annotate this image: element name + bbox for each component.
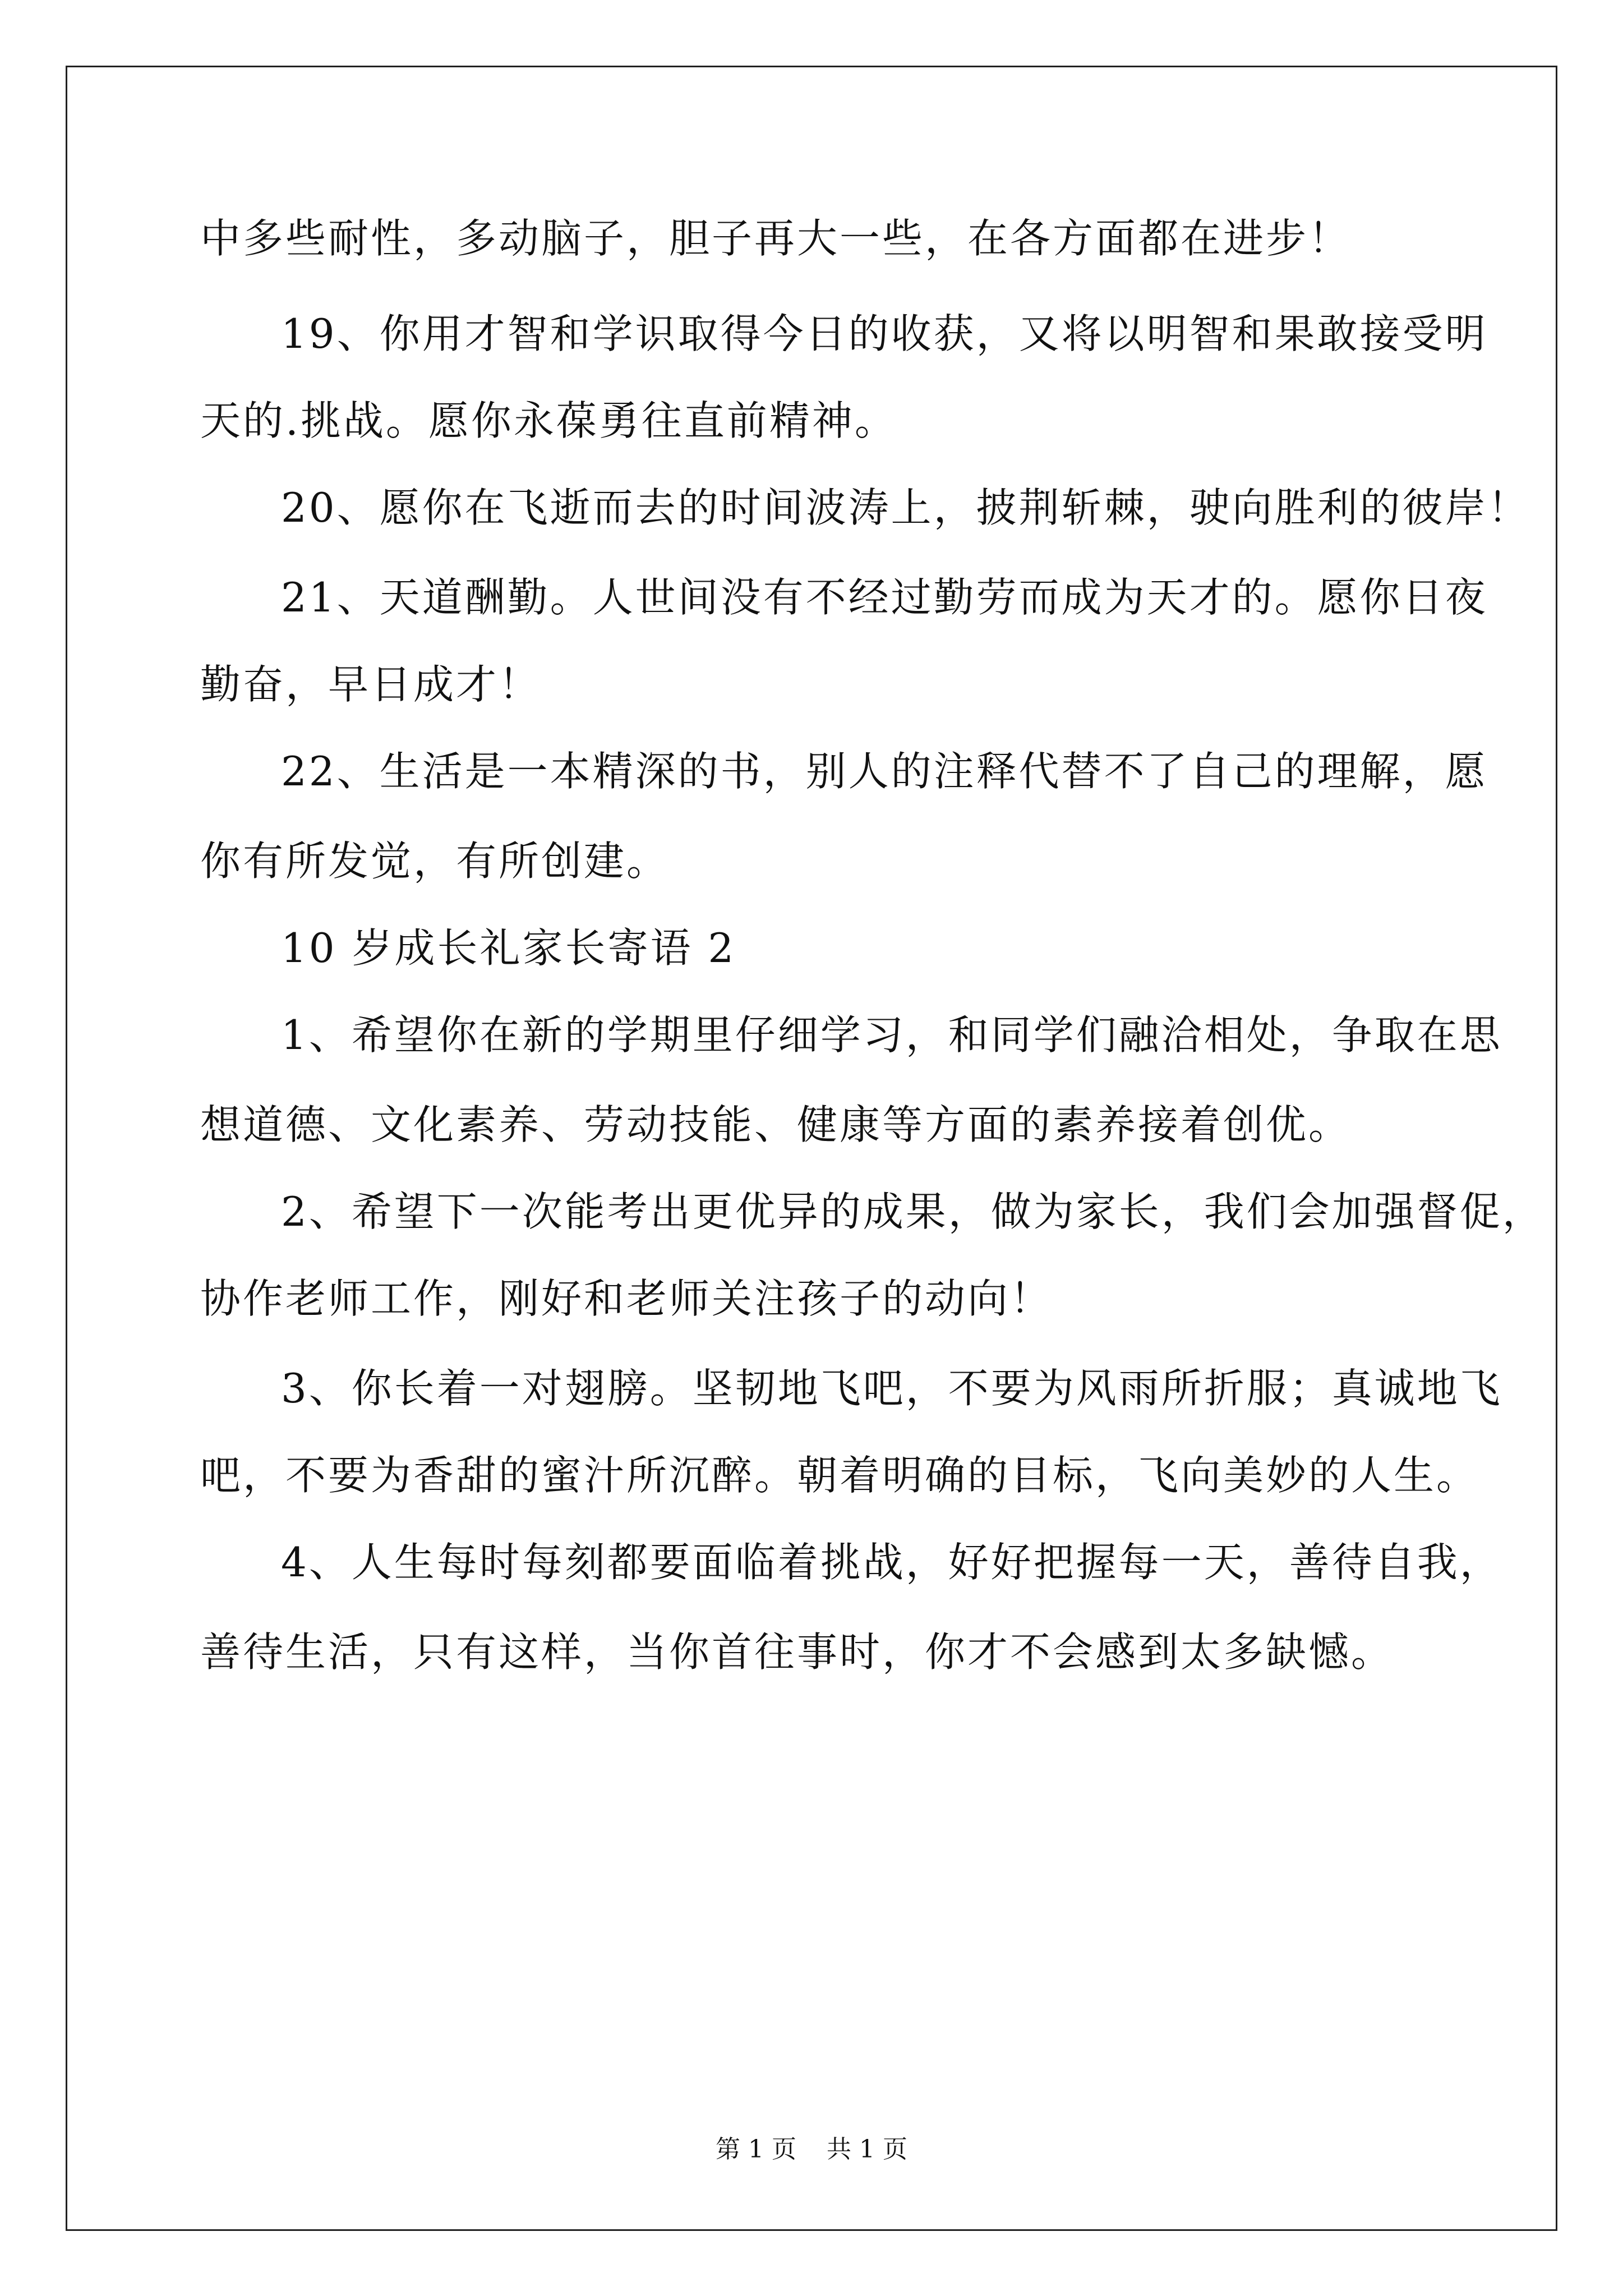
text-line: 22、生活是一本精深的书，别人的注释代替不了自己的理解，愿 [281, 748, 1488, 795]
text-line: 吧，不要为香甜的蜜汁所沉醉。朝着明确的目标，飞向美妙的人生。 [200, 1452, 1479, 1499]
text-line: 3、你长着一对翅膀。坚韧地飞吧，不要为风雨所折服；真诚地飞 [281, 1365, 1502, 1412]
text-line: 你有所发觉，有所创建。 [200, 838, 670, 885]
section-heading: 10 岁成长礼家长寄语 2 [281, 924, 736, 972]
text-line: 勤奋，早日成才！ [200, 661, 542, 708]
page-number: 第 1 页 [716, 2135, 796, 2164]
page-total: 共 1 页 [827, 2135, 907, 2164]
text-line: 19、你用才智和学识取得今日的收获，又将以明智和果敢接受明 [281, 310, 1488, 357]
text-line: 中多些耐性，多动脑子，胆子再大一些，在各方面都在进步！ [200, 215, 1352, 262]
text-line: 协作老师工作，刚好和老师关注孩子的动向！ [200, 1275, 1053, 1322]
text-line: 1、希望你在新的学期里仔细学习，和同学们融洽相处，争取在思 [281, 1011, 1502, 1059]
text-line: 想道德、文化素养、劳动技能、健康等方面的素养接着创优。 [200, 1101, 1352, 1148]
page-footer [0, 2134, 1623, 2165]
text-line: 4、人生每时每刻都要面临着挑战，好好把握每一天，善待自我， [281, 1539, 1502, 1586]
text-line: 21、天道酬勤。人世间没有不经过勤劳而成为天才的。愿你日夜 [281, 574, 1488, 621]
text-line: 善待生活，只有这样，当你首往事时，你才不会感到太多缺憾。 [200, 1628, 1394, 1676]
text-line: 2、希望下一次能考出更优异的成果，做为家长，我们会加强督促， [281, 1188, 1545, 1235]
text-line: 天的.挑战。愿你永葆勇往直前精神。 [200, 397, 897, 444]
text-line: 20、愿你在飞逝而去的时间波涛上，披荆斩棘，驶向胜利的彼岸！ [281, 484, 1530, 531]
